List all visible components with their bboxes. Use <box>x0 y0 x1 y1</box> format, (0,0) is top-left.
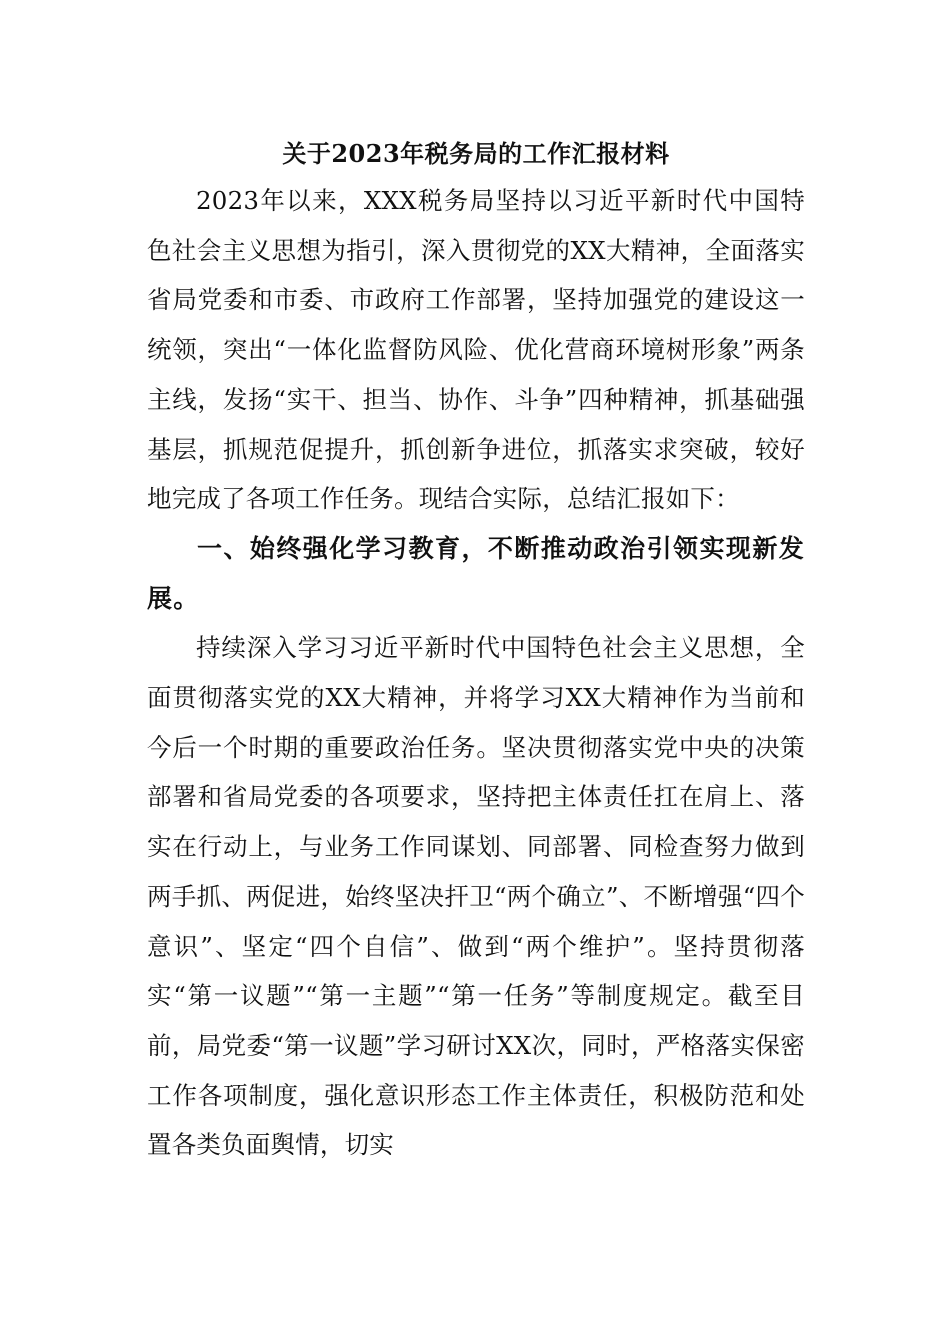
intro-paragraph: 2023年以来，XXX税务局坚持以习近平新时代中国特色社会主义思想为指引，深入贯彻党的XX大精神，全面落实省局党委和市委、市政府工作部署，坚持加强党的建设这一统领，突出“一体化监督防风险、优化营商环境树形象”两条主线，发扬“实干、担当、协作、斗争”四种精神，抓基础强基层，抓规范促提升，抓创新争进位，抓落实求突破，较好地完成了各项工作任务。现结合实际，总结汇报如下： <box>147 186 805 514</box>
document-title: 关于2023年税务局的工作汇报材料 <box>282 139 670 168</box>
section-paragraph: 持续深入学习习近平新时代中国特色社会主义思想，全面贯彻落实党的XX大精神，并将学习XX大精神作为当前和今后一个时期的重要政治任务。坚决贯彻落实党中央的决策部署和省局党委的各项要求，坚持把主体责任扛在肩上、落实在行动上，与业务工作同谋划、同部署、同检查努力做到两手抓、两促进，始终坚决扞卫“两个确立”、不断增强“四个意识”、坚定“四个自信”、做到“两个维护”。坚持贯彻落实“第一议题”“第一主题”“第一任务”等制度规定。截至目前，局党委“第一议题”学习研讨XX次，同时，严格落实保密工作各项制度，强化意识形态工作主体责任，积极防范和处置各类负面舆情，切实 <box>147 633 805 1160</box>
section-heading: 一、始终强化学习教育，不断推动政治引领实现新发展。 <box>147 533 805 613</box>
document-body <box>147 132 805 1170</box>
